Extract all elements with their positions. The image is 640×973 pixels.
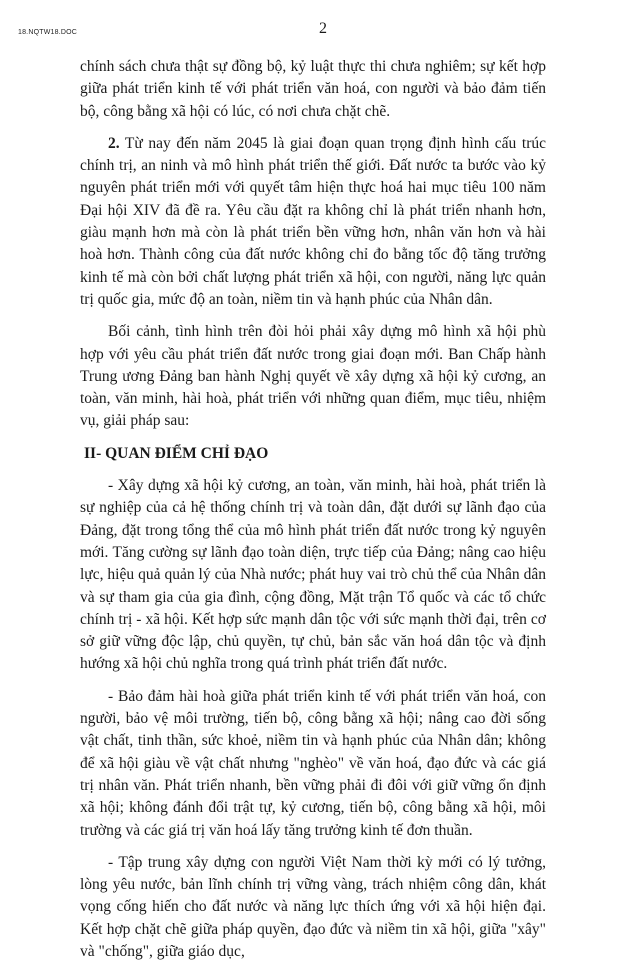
paragraph-2-text: Từ nay đến năm 2045 là giai đoạn quan trọng định hình cấu trúc chính trị, an ninh và mô hình phát triển thế giới. Đất nước ta bước vào kỷ nguyên phát triển mới với quyết tâm hiện thực hoá hai mục tiêu 100 năm Đại hội XIV đã đề ra. Yêu cầu đặt ra không chỉ là phát triển nhanh hơn, giàu mạnh hơn mà còn là phát triển bền vững hơn, nhân văn hơn và hài hoà hơn. Thành công của đất nước không chỉ đo bằng tốc độ tăng trưởng kinh tế mà còn bởi chất lượng phát triển xã hội, con người, năng lực quản trị quốc gia, mức độ an toàn, niềm tin và hạnh phúc của Nhân dân. <box>80 134 546 308</box>
paragraph-intro-continued: chính sách chưa thật sự đồng bộ, kỷ luật thực thi chưa nghiêm; sự kết hợp giữa phát triển kinh tế với phát triển văn hoá, con người và bảo đảm tiến bộ, công bằng xã hội có lúc, có nơi chưa chặt chẽ. <box>80 58 546 120</box>
paragraph-2-number: 2. <box>108 134 120 152</box>
section-heading: II- QUAN ĐIỂM CHỈ ĐẠO <box>84 444 269 462</box>
bullet-3: - Tập trung xây dựng con người Việt Nam thời kỳ mới có lý tưởng, lòng yêu nước, bản lĩnh chính trị vững vàng, trách nhiệm công dân, khát vọng cống hiến cho đất nước và năng lực thích ứng với xã hội hiện đại. Kết hợp chặt chẽ giữa pháp quyền, đạo đức và niềm tin xã hội, giữa "xây" và "chống", giữa giáo dục, <box>80 853 546 960</box>
document-id: 18.NQTW18.DOC <box>18 29 77 36</box>
paragraph-3: Bối cảnh, tình hình trên đòi hỏi phải xây dựng mô hình xã hội phù hợp với yêu cầu phát triển đất nước trong giai đoạn mới. Ban Chấp hành Trung ương Đảng ban hành Nghị quyết về xây dựng xã hội kỷ cương, an toàn, văn minh, hài hoà, phát triển với những quan điểm, mục tiêu, nhiệm vụ, giải pháp sau: <box>80 323 546 430</box>
bullet-1: - Xây dựng xã hội kỷ cương, an toàn, văn minh, hài hoà, phát triển là sự nghiệp của cả hệ thống chính trị và toàn dân, đặt dưới sự lãnh đạo của Đảng, đặt trong tổng thể của mô hình phát triển đất nước trong kỷ nguyên mới. Tăng cường sự lãnh đạo toàn diện, trực tiếp của Đảng; nâng cao hiệu lực, hiệu quả quản lý của Nhà nước; phát huy vai trò chủ thể của Nhân dân và sự tham gia của gia đình, cộng đồng, Mặt trận Tổ quốc và các tổ chức chính trị - xã hội. Kết hợp sức mạnh dân tộc với sức mạnh thời đại, trên cơ sở giữ vững độc lập, chủ quyền, tự chủ, bản sắc văn hoá dân tộc và định hướng xã hội chủ nghĩa trong quá trình phát triển đất nước. <box>80 477 546 673</box>
bullet-2: - Bảo đảm hài hoà giữa phát triển kinh tế với phát triển văn hoá, con người, bảo vệ môi trường, tiến bộ, công bằng xã hội; nâng cao đời sống vật chất, tinh thần, sức khoẻ, niềm tin và hạnh phúc của Nhân dân; không để xã hội giàu về vật chất nhưng "nghèo" về văn hoá, đạo đức và các giá trị nhân văn. Phát triển nhanh, bền vững phải đi đôi với giữ vững ổn định xã hội; không đánh đổi trật tự, kỷ cương, tiến bộ, công bằng xã hội, môi trường và các giá trị văn hoá lấy tăng trưởng kinh tế đơn thuần. <box>80 687 546 839</box>
document-body <box>80 56 546 973</box>
paragraph-2 <box>80 133 546 311</box>
page-number: 2 <box>319 20 327 37</box>
